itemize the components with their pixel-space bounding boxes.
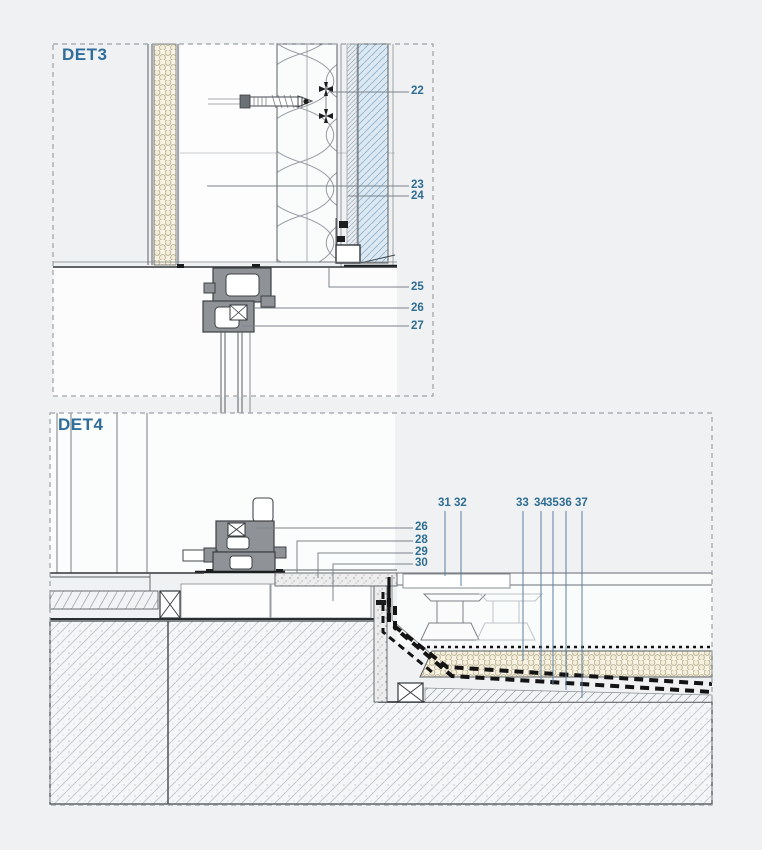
det4-title: DET4 bbox=[58, 415, 104, 434]
callout-34: 34 bbox=[534, 497, 547, 509]
anchor-head bbox=[240, 95, 250, 108]
callout-29: 29 bbox=[415, 546, 428, 558]
callout-26: 26 bbox=[411, 302, 424, 314]
screed-band bbox=[50, 591, 158, 609]
det3-cavity-hatch bbox=[347, 44, 357, 253]
sloped-screed bbox=[425, 688, 712, 702]
det3-glass-panel bbox=[358, 44, 388, 263]
callout-32: 32 bbox=[454, 497, 467, 509]
xps-board bbox=[271, 584, 371, 618]
det3-title: DET3 bbox=[62, 45, 108, 64]
callout-24: 24 bbox=[411, 190, 424, 202]
callout-25: 25 bbox=[411, 281, 424, 293]
callout-35: 35 bbox=[546, 497, 559, 509]
sill-mortar-bed bbox=[275, 573, 397, 586]
callout-26b: 26 bbox=[415, 521, 428, 533]
callout-33: 33 bbox=[516, 497, 529, 509]
callout-37: 37 bbox=[575, 497, 588, 509]
callout-22: 22 bbox=[411, 85, 424, 97]
paver-outline bbox=[403, 574, 510, 588]
callout-31: 31 bbox=[438, 497, 451, 509]
callout-28: 28 bbox=[415, 534, 428, 546]
callout-30: 30 bbox=[415, 557, 428, 569]
det4-group bbox=[50, 413, 712, 804]
det3-honeycomb-insulation-strip bbox=[154, 44, 176, 265]
xps-board bbox=[181, 584, 270, 618]
callout-23: 23 bbox=[411, 179, 424, 191]
callout-27: 27 bbox=[411, 320, 424, 332]
callout-36: 36 bbox=[559, 497, 572, 509]
det3-interior-panel bbox=[180, 44, 277, 263]
